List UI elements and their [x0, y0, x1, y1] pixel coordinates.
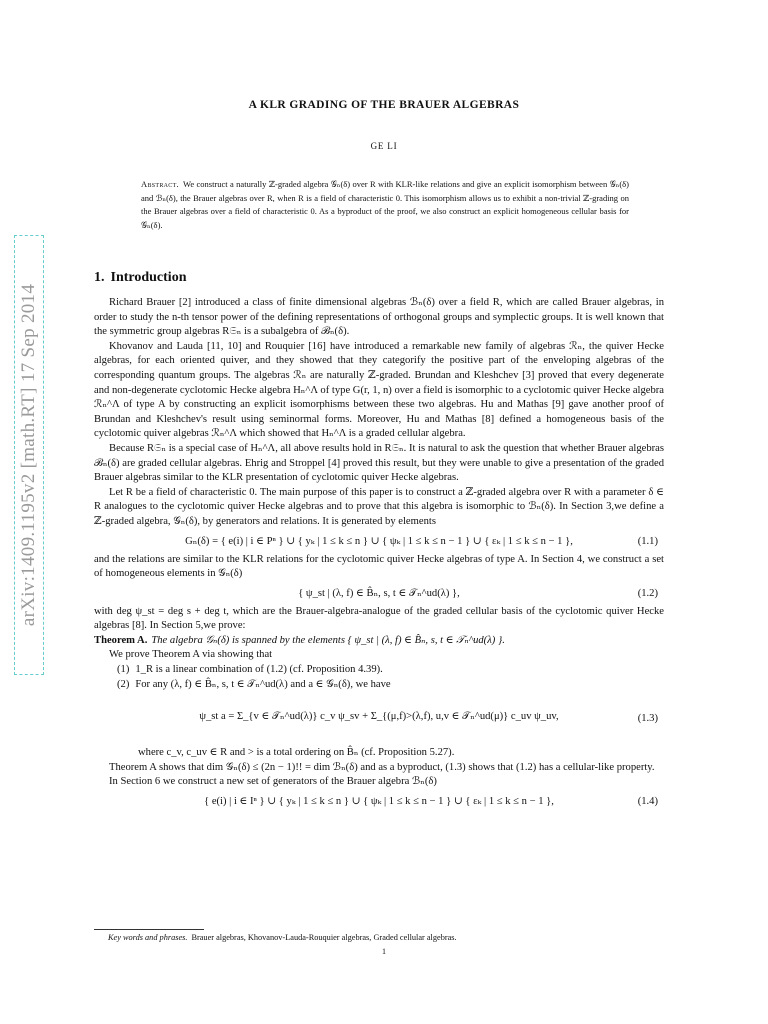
theorem-a	[94, 634, 664, 649]
equation-body: ψ_st a = Σ_{v ∈ 𝒯ₙ^ud(λ)} c_v ψ_sv + Σ_{(μ,f)>(λ,f), u,v ∈ 𝒯ₙ^ud(μ)} c_uv ψ_uv,	[199, 711, 559, 723]
abstract-text: We construct a naturally ℤ-graded algebra 𝒢ₙ(δ) over R with KLR-like relations and give an explicit isomorphism between 𝒢ₙ(δ) and ℬₙ(δ), the Brauer algebras over R, when R is a field of characteristic 0. This isomorphism allows us to exhibit a non-trivial ℤ-grading on the Brauer algebras over a field of characteristic 0. As a byproduct of the proof, we also construct an explicit homogeneous cellular basis for 𝒢ₙ(δ).	[141, 179, 629, 231]
equation-body: { e(i) | i ∈ Iⁿ } ∪ { yₖ | 1 ≤ k ≤ n } ∪ { ψₖ | 1 ≤ k ≤ n − 1 } ∪ { εₖ | 1 ≤ k ≤ n − 1 },	[204, 796, 554, 808]
footnote	[108, 933, 664, 942]
paragraph: Khovanov and Lauda [11, 10] and Rouquier [16] have introduced a remarkable new family of algebras ℛₙ, the quiver Hecke algebras, for each oriented quiver, and they showed that they categorify the positive part of the enveloping algebras of the corresponding quantum groups. The algebras ℛₙ are naturally ℤ-graded. Brundan and Kleshchev [3] proved that every degenerate and non-degenerate cyclotomic Hecke algebra Hₙ^Λ of type G(r, 1, n) over a field is isomorphic to a cyclotomic quiver Hecke algebra ℛₙ^Λ of type A by constructing an explicit isomorphisms between these two algebras. Hu and Mathas [9] gave another proof of Brundan and Kleshchev's result using seminormal forms. Moreover, Hu and Mathas [8] defined a homogeneous basis of the cyclotomic quiver algebras ℛₙ^Λ which showed that Hₙ^Λ is a graded cellular algebra.	[94, 340, 664, 440]
arxiv-identifier[interactable]: arXiv:1409.1195v2 [math.RT] 17 Sep 2014	[18, 283, 39, 627]
list-item	[102, 663, 664, 678]
section-heading	[94, 270, 186, 286]
footnote-label: Key words and phrases.	[108, 933, 188, 942]
equation-body: Gₙ(δ) = { e(i) | i ∈ Pⁿ } ∪ { yₖ | 1 ≤ k ≤ n } ∪ { ψₖ | 1 ≤ k ≤ n − 1 } ∪ { εₖ | 1 ≤ k ≤ n − 1 },	[185, 535, 573, 547]
paragraph: and the relations are similar to the KLR relations for the cyclotomic quiver Hecke algebras of type A. In Section 4, we construct a set of homogeneous elements in 𝒢ₙ(δ)	[94, 553, 664, 580]
equation-1-4	[94, 791, 664, 812]
equation-number: (1.4)	[637, 796, 658, 808]
paper-author: GE LI	[370, 141, 398, 151]
equation-number: (1.3)	[637, 713, 658, 725]
paragraph: In Section 6 we construct a new set of generators of the Brauer algebra ℬₙ(δ)	[109, 776, 437, 788]
footnote-text: Brauer algebras, Khovanov-Lauda-Rouquier algebras, Graded cellular algebras.	[191, 933, 457, 942]
proof-steps-list	[94, 663, 664, 692]
paper-title: A KLR GRADING OF THE BRAUER ALGEBRAS	[248, 99, 520, 111]
paragraph: Let R be a field of characteristic 0. The main purpose of this paper is to construct a ℤ-graded algebra over R with a parameter δ ∈ R analogues to the cyclotomic quiver Hecke algebras and to prove that this algebra is isomorphic to ℬₙ(δ). In Section 3,we define a ℤ-graded algebra, 𝒢ₙ(δ), by generators and relations. It is generated by elements	[94, 486, 664, 527]
theorem-label: Theorem A.	[94, 634, 148, 646]
paragraph: Theorem A shows that dim 𝒢ₙ(δ) ≤ (2n − 1)!! = dim ℬₙ(δ) and as a byproduct, (1.3) shows that (1.2) has a cellular-like property.	[109, 761, 655, 773]
equation-body: { ψ_st | (λ, f) ∈ B̂ₙ, s, t ∈ 𝒯ₙ^ud(λ) },	[298, 587, 460, 599]
arxiv-stamp[interactable]	[14, 235, 44, 675]
list-item-number: (2)	[117, 678, 130, 690]
equation-1-3	[94, 693, 664, 745]
theorem-text: The algebra 𝒢ₙ(δ) is spanned by the elements { ψ_st | (λ, f) ∈ B̂ₙ, s, t ∈ 𝒯ₙ^ud(λ) }.	[151, 634, 505, 646]
list-item	[102, 678, 664, 693]
equation-number: (1.2)	[637, 587, 658, 599]
paragraph: with deg ψ_st = deg s + deg t, which are the Brauer-algebra-analogue of the graded cellular basis of the cyclotomic quiver Hecke algebras [8]. In Section 5,we prove:	[94, 605, 664, 632]
equation-1-2	[94, 583, 664, 604]
list-item-number: (1)	[117, 664, 130, 676]
paragraph: Because R𝔖ₙ is a special case of Hₙ^Λ, all above results hold in R𝔖ₙ. It is natural to ask the question that whether Brauer algebras ℬₙ(δ) are graded cellular algebras. Ehrig and Stroppel [4] proved this result, but they were unable to give a presentation of the graded Brauer algebras similar to the KLR presentation of cyclotomic quiver Hecke algebras.	[94, 442, 664, 484]
abstract-label: Abstract.	[141, 179, 179, 189]
equation-1-1	[94, 531, 664, 552]
paragraph: We prove Theorem A via showing that	[109, 649, 273, 661]
footnote-rule	[94, 929, 204, 930]
section-number: 1.	[94, 270, 105, 285]
paragraph: Richard Brauer [2] introduced a class of finite dimensional algebras ℬₙ(δ) over a field R, which are called Brauer algebras, in order to study the n-th tensor power of the defining representations of orthogonal groups and symplectic groups. It is well known that the symmetric group algebras R𝔖ₙ is a subalgebra of ℬₙ(δ).	[94, 297, 664, 338]
page-number: 1	[382, 947, 386, 956]
equation-number: (1.1)	[637, 535, 658, 547]
body-text	[94, 296, 664, 813]
list-item-text: 1_R is a linear combination of (1.2) (cf. Proposition 4.39).	[135, 664, 383, 676]
paragraph: where c_v, c_uv ∈ R and > is a total ordering on B̂ₙ (cf. Proposition 5.27).	[138, 747, 455, 759]
list-item-text: For any (λ, f) ∈ B̂ₙ, s, t ∈ 𝒯ₙ^ud(λ) and a ∈ 𝒢ₙ(δ), we have	[135, 678, 391, 690]
abstract	[141, 178, 629, 233]
section-title: Introduction	[110, 270, 187, 285]
